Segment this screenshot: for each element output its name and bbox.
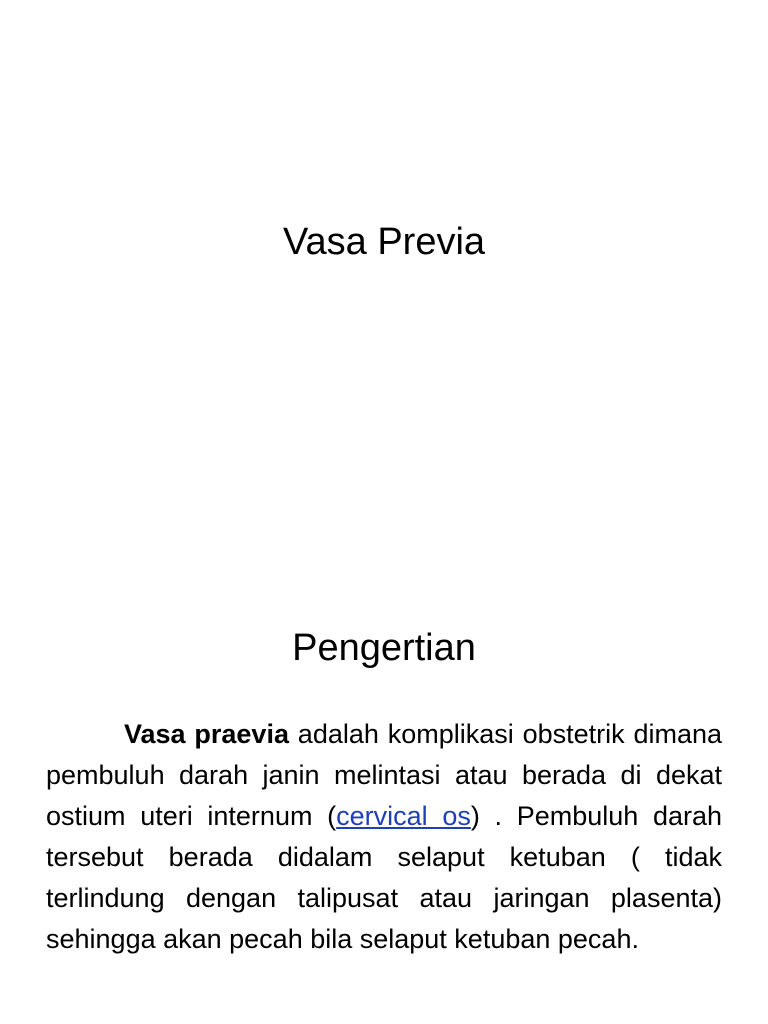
paragraph-text-before-link: adalah komplikasi obstetrik dimana pembuluh darah janin melintasi atau berada di dekat ostium uteri internum ( <box>46 719 722 831</box>
cervical-os-link[interactable]: cervical os <box>336 801 471 831</box>
defined-term: Vasa praevia <box>124 719 289 749</box>
section-heading: Pengertian <box>292 627 476 669</box>
paragraph-text-after-link: ) . Pembuluh darah tersebut berada didalam selaput ketuban ( tidak terlindung dengan talipusat atau jaringan plasenta) sehingga akan pecah bila selaput ketuban pecah. <box>46 801 722 954</box>
slide-title: Vasa Previa <box>282 221 486 263</box>
definition-paragraph <box>46 714 722 960</box>
